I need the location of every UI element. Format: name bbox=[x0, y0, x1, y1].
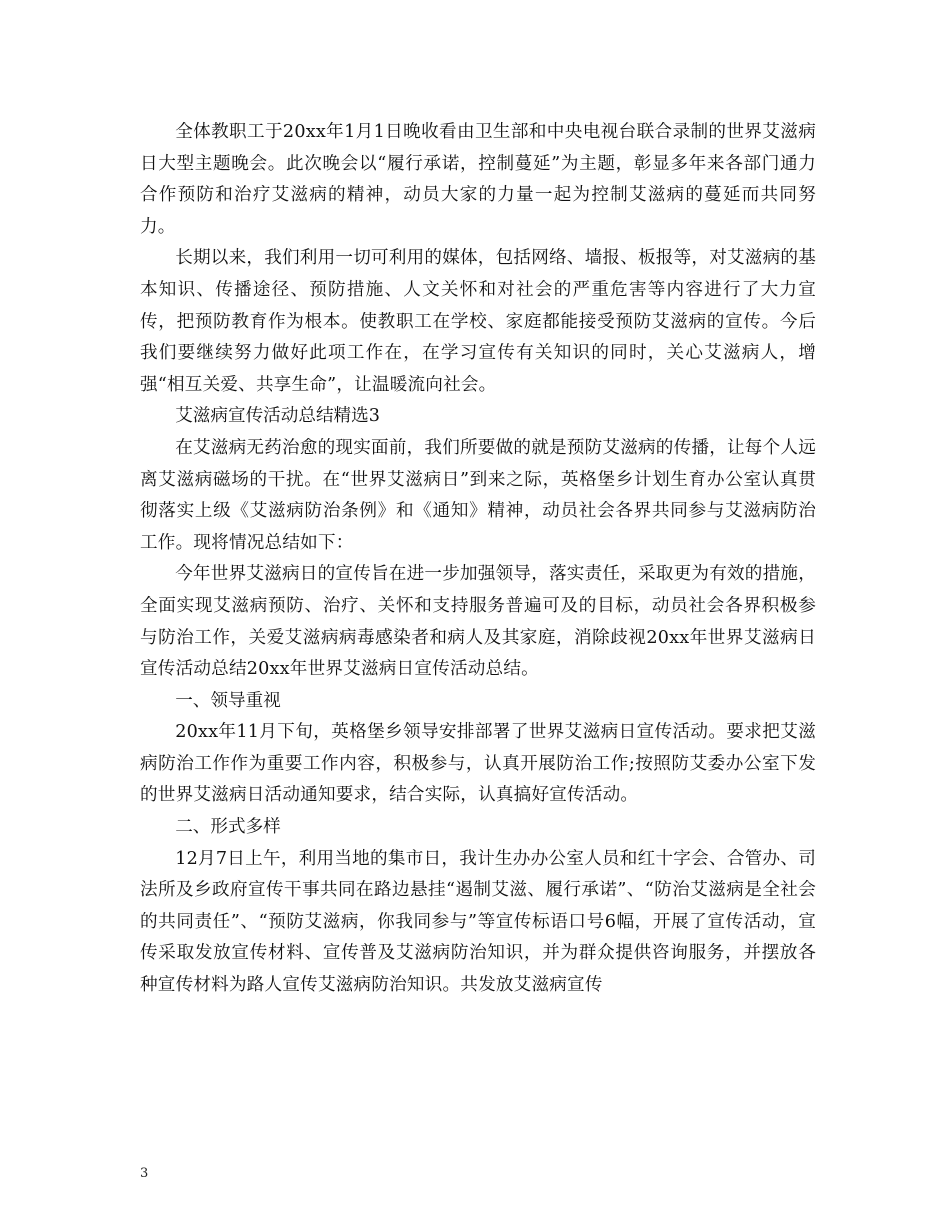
paragraph: 全体教职工于20xx年1月1日晚收看由卫生部和中央电视台联合录制的世界艾滋病日大型主题晚会。此次晚会以“履行承诺，控制蔓延”为主题，彰显多年来各部门通力合作预防和治疗艾滋病的精神，动员大家的力量一起为控制艾滋病的蔓延而共同努力。 bbox=[140, 122, 816, 237]
section-heading: 二、形式多样 bbox=[175, 817, 281, 838]
paragraph: 今年世界艾滋病日的宣传旨在进一步加强领导，落实责任，采取更为有效的措施，全面实现艾滋病预防、治疗、关怀和支持服务普遍可及的目标，动员社会各界积极参与防治工作，关爱艾滋病病毒感染者和病人及其家庭，消除歧视20xx年世界艾滋病日宣传活动总结20xx年世界艾滋病日宣传活动总结。 bbox=[140, 564, 816, 680]
section-heading: 艾滋病宣传活动总结精选3 bbox=[175, 406, 380, 427]
section-heading: 一、领导重视 bbox=[175, 690, 281, 711]
paragraph: 在艾滋病无药治愈的现实面前，我们所要做的就是预防艾滋病的传播，让每个人远离艾滋病磁场的干扰。在“世界艾滋病日”到来之际，英格堡乡计划生育办公室认真贯彻落实上级《艾滋病防治条例》和《通知》精神，动员社会各界共同参与艾滋病防治工作。现将情况总结如下： bbox=[140, 437, 816, 553]
paragraph: 长期以来，我们利用一切可利用的媒体，包括网络、墙报、板报等，对艾滋病的基本知识、传播途径、预防措施、人文关怀和对社会的严重危害等内容进行了大力宣传，把预防教育作为根本。使教职工在学校、家庭都能接受预防艾滋病的宣传。今后我们要继续努力做好此项工作在，在学习宣传有关知识的同时，关心艾滋病人，增强“相互关爱、共享生命”，让温暖流向社会。 bbox=[140, 248, 816, 395]
paragraph: 12月7日上午，利用当地的集市日，我计生办办公室人员和红十字会、合管办、司法所及乡政府宣传干事共同在路边悬挂“遏制艾滋、履行承诺”、“防治艾滋病是全社会的共同责任”、“预防艾滋病，你我同参与”等宣传标语口号6幅，开展了宣传活动，宣传采取发放宣传材料、宣传普及艾滋病防治知识，并为群众提供咨询服务，并摆放各种宣传材料为路人宣传艾滋病防治知识。共发放艾滋病宣传 bbox=[140, 848, 816, 996]
paragraph: 20xx年11月下旬，英格堡乡领导安排部署了世界艾滋病日宣传活动。要求把艾滋病防治工作作为重要工作内容，积极参与，认真开展防治工作;按照防艾委办公室下发的世界艾滋病日活动通知要求，结合实际，认真搞好宣传活动。 bbox=[140, 722, 816, 806]
document-body bbox=[140, 117, 816, 1002]
page-number: 3 bbox=[140, 1166, 149, 1181]
